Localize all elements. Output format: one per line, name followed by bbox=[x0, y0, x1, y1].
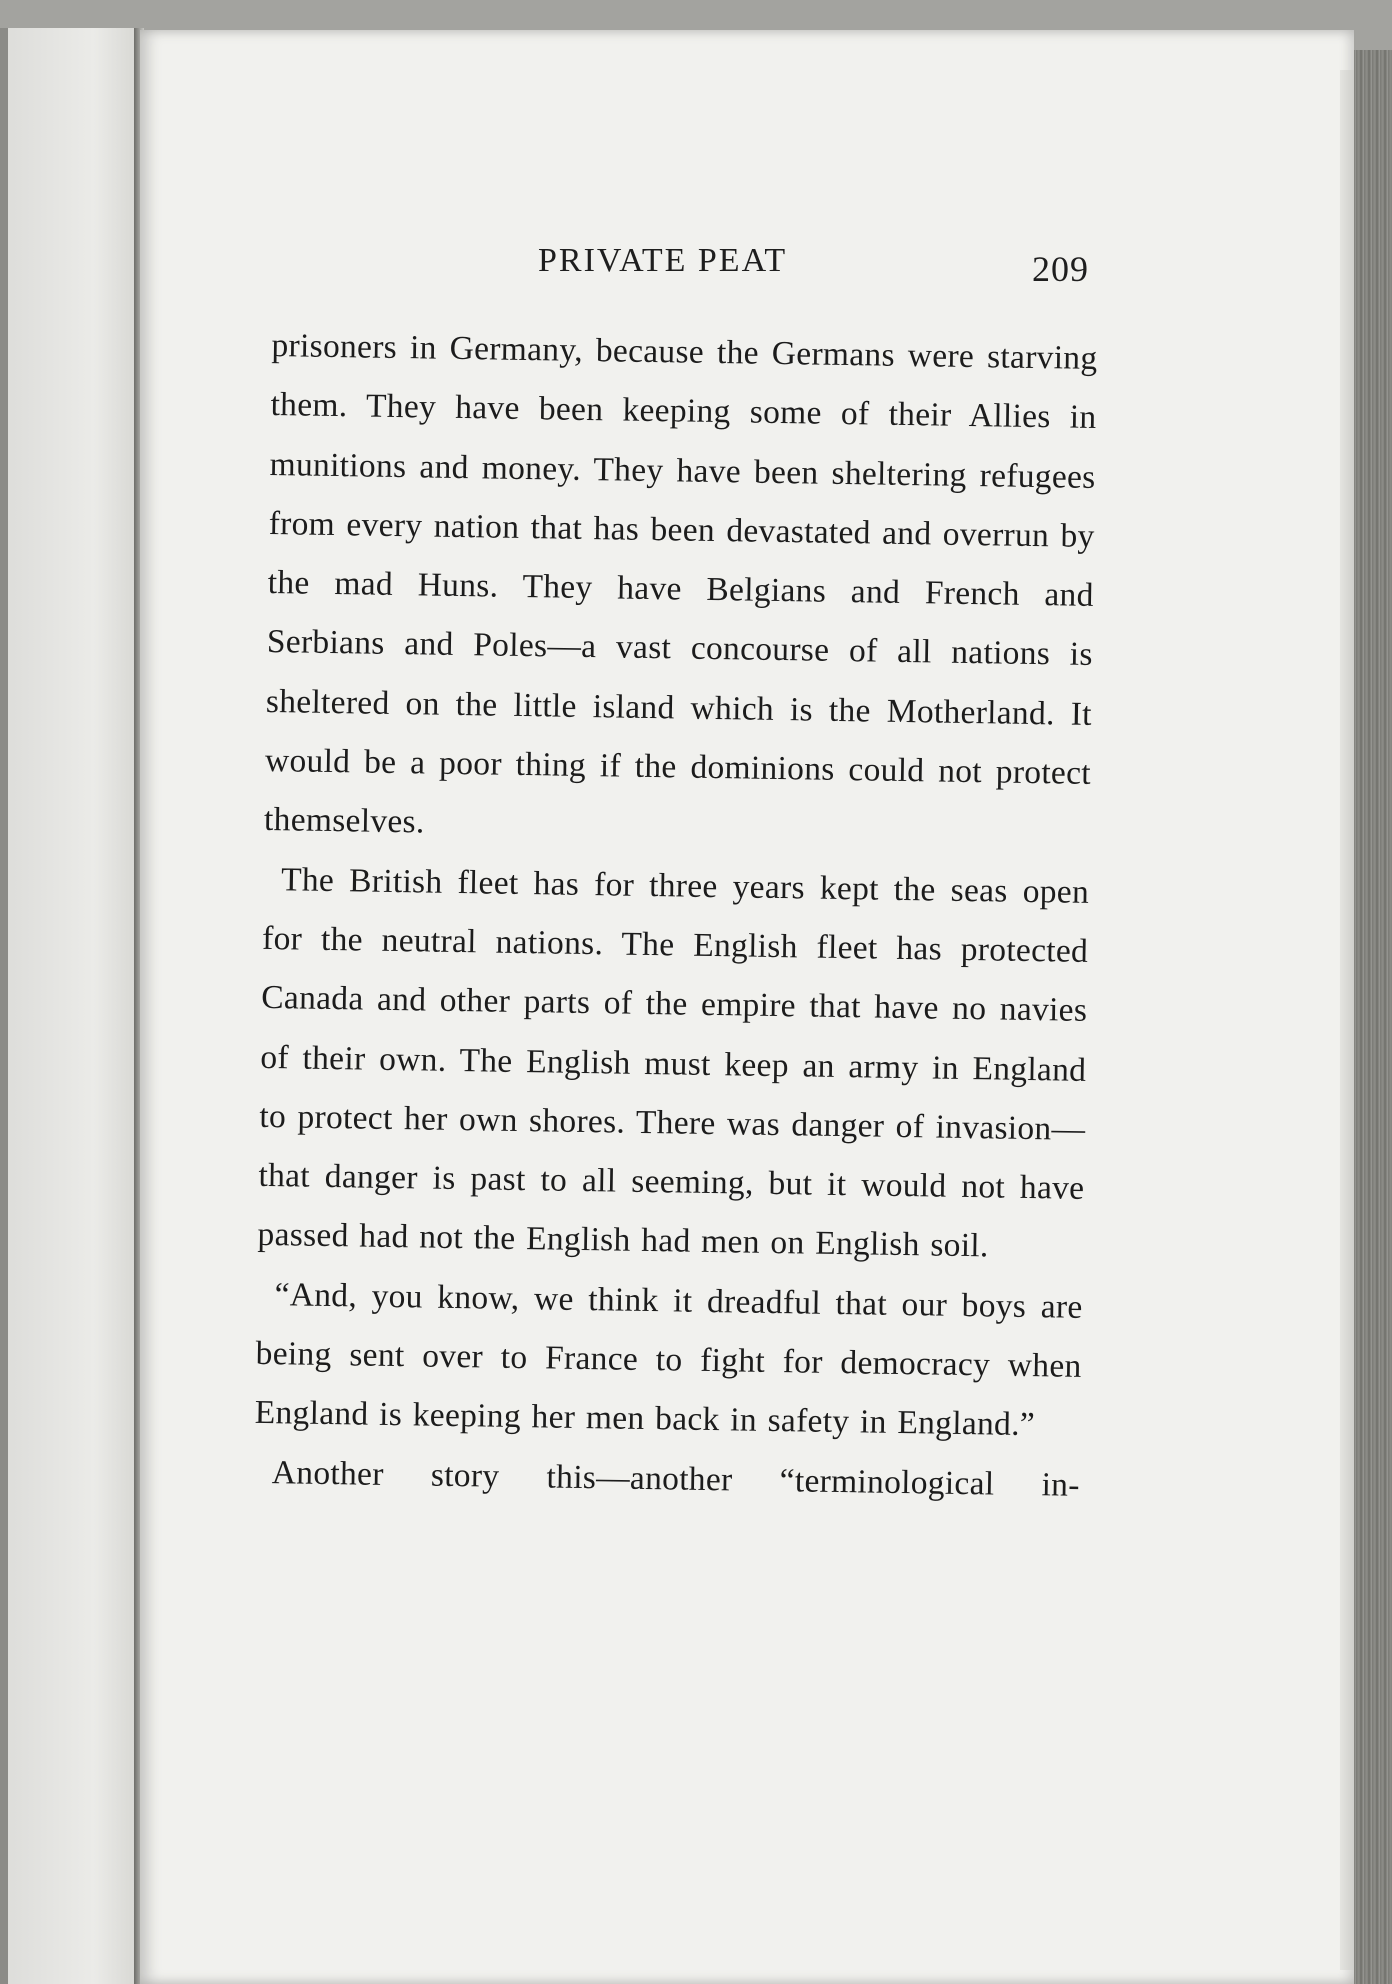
facing-page-edge bbox=[0, 28, 137, 1984]
paragraph: “And, you know, we think it dreadful that our boys are being sent over to France to fight for democracy when England is keeping her men back in safety in England.” bbox=[254, 1275, 1083, 1444]
book-page-edges bbox=[1348, 50, 1392, 1984]
book-page bbox=[140, 30, 1354, 1984]
page-header bbox=[140, 212, 1354, 289]
body-text bbox=[253, 316, 1098, 1515]
page-edge-shading bbox=[1340, 70, 1354, 1970]
scan-left-border bbox=[0, 28, 8, 1984]
page-number: 209 bbox=[1032, 249, 1089, 289]
paragraph: Another story this—another “terminological in- bbox=[271, 1453, 1081, 1504]
paragraph: prisoners in Germany, because the Germans were starving them. They have been keeping some of their Allies in munitions and money. They have been sheltering refugees from every nation that has been devastated and overrun by the mad Huns. They have Belgians and French and Serbians and Poles—a vast concourse of all nations is sheltered on the little island which is the Motherland. It would be a poor thing if the dominions could not protect themselves. bbox=[263, 326, 1098, 841]
running-head: PRIVATE PEAT bbox=[538, 242, 788, 279]
paragraph: The British fleet has for three years kept the seas open for the neutral nations. The English fleet has protected Canada and other parts of the empire that have no navies of their own. The English must keep an army in England to protect her own shores. There was danger of invasion—that danger is past to all seeming, but it would not have passed had not the English had men on English soil. bbox=[257, 860, 1090, 1265]
